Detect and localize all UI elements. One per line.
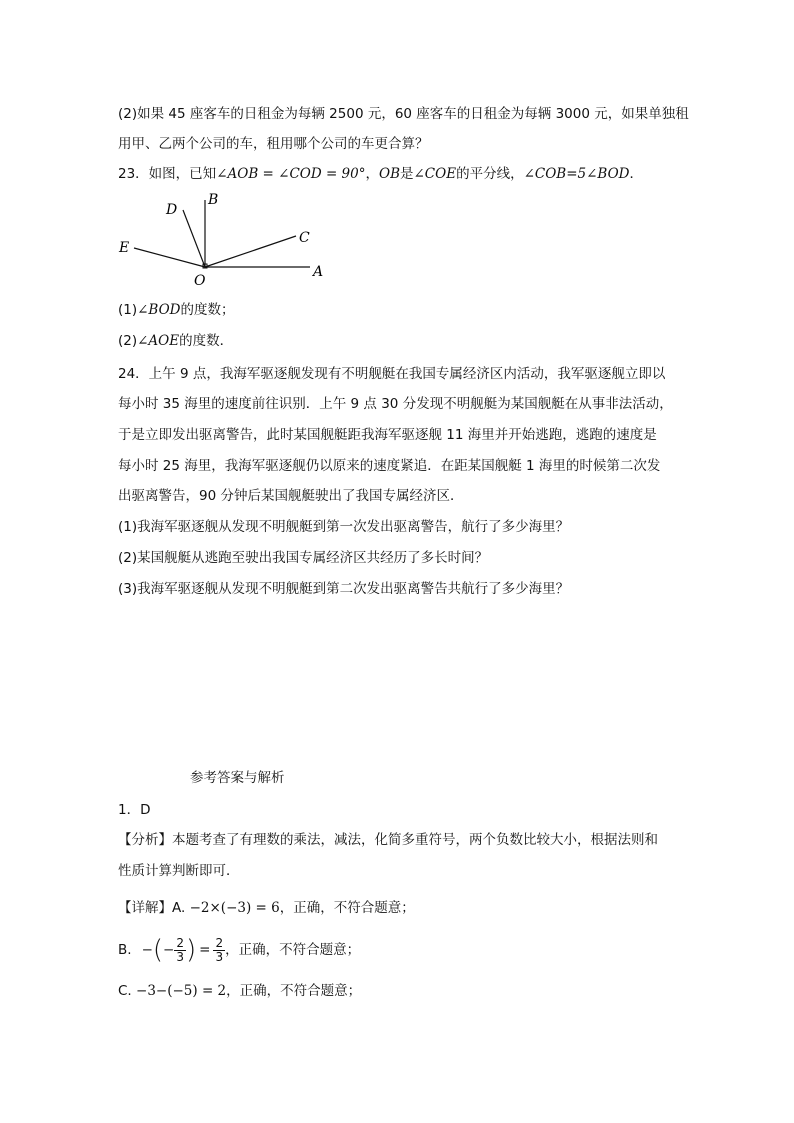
label-d: D xyxy=(166,202,178,218)
q22-part2-line2: 用甲、乙两个公司的车，租用哪个公司的车更合算？ xyxy=(118,136,429,152)
q24-sub2: (2)某国舰艇从逃跑至驶出我国专属经济区共经历了多长时间？ xyxy=(118,550,489,566)
q24-line3: 于是立即发出驱离警告，此时某国舰艇距我海军驱逐舰 11 海里并开始逃跑，逃跑的速度是 xyxy=(118,427,657,443)
analysis-line1: 【分析】本题考查了有理数的乘法，减法，化简多重符号，两个负数比较大小，根据法则和 xyxy=(118,832,658,848)
q24-line1: 24．上午 9 点，我海军驱逐舰发现有不明舰艇在我国专属经济区内活动，我军驱逐舰立即以 xyxy=(118,366,666,382)
left-paren-icon: ( xyxy=(152,935,164,965)
q24-sub1: (1)我海军驱逐舰从发现不明舰艇到第一次发出驱离警告，航行了多少海里？ xyxy=(118,519,570,535)
q23-end: ． xyxy=(629,166,643,182)
q23-angle-coe: ∠COE xyxy=(413,166,457,182)
detail-c-expression: −3−(−5) = 2 xyxy=(136,983,227,999)
q23-sub1-angle: ∠BOD xyxy=(137,302,181,318)
detail-c xyxy=(118,981,361,1001)
label-b: B xyxy=(208,192,219,208)
answers-heading: 参考答案与解析 xyxy=(190,770,285,786)
q23-number: 23．如图，已知 xyxy=(118,166,217,182)
ray-oc xyxy=(205,236,296,267)
q23-sub2-suffix: 的度数． xyxy=(179,333,234,349)
detail-b-inner-sign: − xyxy=(163,942,175,958)
detail-label: 【详解】A. xyxy=(118,900,186,916)
detail-b-text: ，正确，不符合题意； xyxy=(225,942,361,958)
q23-condition2: ∠COB=5∠BOD xyxy=(523,166,630,182)
detail-b xyxy=(118,932,360,968)
q23-sub1-suffix: 的度数； xyxy=(180,302,235,318)
q23-sub2-prefix: (2) xyxy=(118,333,138,349)
analysis-line2: 性质计算判断即可． xyxy=(118,863,240,879)
q23-sub1-prefix: (1) xyxy=(118,302,138,318)
q23-sub1 xyxy=(118,300,235,320)
q23-sub2 xyxy=(118,331,233,351)
detail-b-fraction xyxy=(174,937,186,964)
detail-b-rhs-numerator: 2 xyxy=(215,935,224,950)
label-o: O xyxy=(194,273,206,289)
q23-stem xyxy=(118,164,643,184)
q23-condition1: ∠AOB = ∠COD = 90° xyxy=(216,166,366,182)
detail-b-minus: − xyxy=(141,942,153,958)
q24-line4: 每小时 25 海里，我海军驱逐舰仍以原来的速度紧追．在距某国舰艇 1 海里的时候第二次发 xyxy=(118,458,661,474)
q23-angle-figure xyxy=(110,190,340,290)
right-paren-icon: ) xyxy=(185,935,197,965)
detail-c-label: C. xyxy=(118,983,132,999)
detail-a-text: ，正确，不符合题意； xyxy=(279,900,415,916)
detail-b-equals: = xyxy=(199,942,211,958)
q23-text-is: 是 xyxy=(400,166,414,182)
answer-1: 1．D xyxy=(118,802,151,818)
ray-oe xyxy=(134,248,205,267)
q22-part2-line1: (2)如果 45 座客车的日租金为每辆 2500 元，60 座客车的日租金为每辆 3000 元，如果单独租 xyxy=(118,106,689,122)
detail-b-denominator: 3 xyxy=(176,949,184,964)
detail-b-rhs-fraction xyxy=(213,937,225,964)
q24-sub3: (3)我海军驱逐舰从发现不明舰艇到第二次发出驱离警告共航行了多少海里？ xyxy=(118,581,570,597)
label-e: E xyxy=(119,240,130,256)
label-c: C xyxy=(299,230,310,246)
q23-sub2-angle: ∠AOE xyxy=(137,333,180,349)
ray-od xyxy=(183,210,205,267)
q23-ray-ob: OB xyxy=(379,166,400,182)
label-a: A xyxy=(313,264,324,280)
q23-separator: ， xyxy=(365,166,379,182)
detail-c-text: ，正确，不符合题意； xyxy=(226,983,362,999)
q24-line2: 每小时 35 海里的速度前往识别．上午 9 点 30 分发现不明舰艇为某国舰艇在从事非法活动， xyxy=(118,396,673,412)
angle-diagram xyxy=(110,190,340,290)
q24-line5: 出驱离警告，90 分钟后某国舰艇驶出了我国专属经济区． xyxy=(118,488,464,504)
q23-text-bisector: 的平分线， xyxy=(456,166,524,182)
detail-b-label: B. xyxy=(118,942,132,958)
detail-a-expression: −2×(−3) = 6 xyxy=(189,900,280,916)
detail-a xyxy=(118,898,415,918)
detail-b-numerator: 2 xyxy=(176,935,184,950)
detail-b-rhs-denominator: 3 xyxy=(215,949,224,964)
